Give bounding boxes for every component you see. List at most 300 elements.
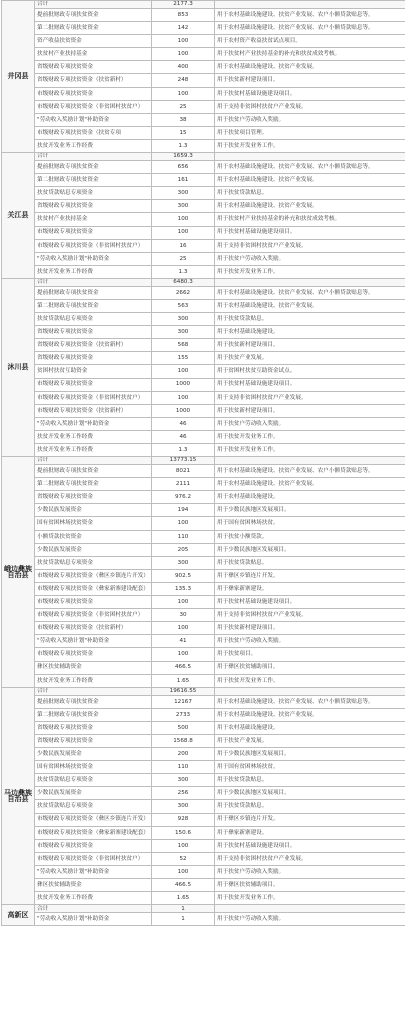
fund-name: 扶贫贷款贴息专项资金 [35,556,152,569]
fund-amount: 110 [152,530,215,543]
fund-amount: 150.6 [152,826,215,839]
fund-name: 市级财政专项扶贫资金（彝区乡镇连片开发） [35,813,152,826]
fund-name: 提前批财政专项扶贫资金 [35,465,152,478]
fund-amount: 300 [152,187,215,200]
fund-name: 市级财政专项扶贫资金（非贫困村扶贫户） [35,609,152,622]
fund-purpose: 用于农村基础设施建设。 [215,491,405,504]
table-row [2,265,405,278]
table-row [2,391,405,404]
fund-name: 彝区扶贫辅助资金 [35,879,152,892]
fund-purpose: 用于农村基础设施建设、扶贫产业发展。 [215,174,405,187]
fund-amount: 568 [152,339,215,352]
region-name: 峨边彝族自治县 [2,457,35,688]
region-name: 井冈县 [2,1,35,153]
fund-name: 扶贫开发业务工作经费 [35,674,152,687]
fund-name: 市级财政专项扶贫资金（非贫困村扶贫户） [35,391,152,404]
fund-name: 省级财政专项扶贫资金 [35,61,152,74]
fund-name: 市级财政专项扶贫资金（彝区乡镇连片开发） [35,569,152,582]
fund-amount: 100 [152,35,215,48]
fund-purpose: 用于农村资产收益扶贫试点项目。 [215,35,405,48]
fund-purpose: 用于扶贫小额贷款。 [215,530,405,543]
fund-name: "劳动收入奖励计划"补助资金 [35,913,152,926]
fund-amount: 300 [152,200,215,213]
fund-amount: 52 [152,852,215,865]
fund-purpose: 用于支持非贫困村扶贫户产业发展。 [215,609,405,622]
table-row [2,748,405,761]
fund-purpose: 用于扶贫村基础设施建设项目。 [215,839,405,852]
fund-name: 省级财政专项扶贫资金（扶贫新村） [35,74,152,87]
fund-amount: 853 [152,9,215,22]
table-row [2,365,405,378]
table-row [2,478,405,491]
fund-amount: 16 [152,239,215,252]
total-label: 合计 [35,905,152,913]
table-row [2,87,405,100]
table-row [2,504,405,517]
table-row [2,22,405,35]
table-row [2,674,405,687]
table-row [2,378,405,391]
fund-name: 扶贫贷款贴息专项资金 [35,774,152,787]
region-name: 高新区 [2,905,35,926]
fund-amount: 300 [152,556,215,569]
fund-amount: 100 [152,865,215,878]
fund-name: 省级财政专项扶贫资金 [35,326,152,339]
fund-purpose: 用于扶贫村产业扶持基金的补充和扶贫成效考核。 [215,48,405,61]
fund-purpose: 用于国有贫困林场扶贫。 [215,517,405,530]
fund-amount: 902.5 [152,569,215,582]
fund-purpose: 用于农村基础设施建设、扶贫产业发展、农户小额贷款贴息等。 [215,9,405,22]
fund-purpose: 用于扶贫贷款贴息。 [215,774,405,787]
fund-purpose: 用于农村基础设施建设、扶贫产业发展。 [215,708,405,721]
table-row [2,313,405,326]
fund-amount: 100 [152,391,215,404]
fund-amount: 466.5 [152,879,215,892]
fund-amount: 100 [152,517,215,530]
fund-name: "劳动收入奖励计划"补助资金 [35,252,152,265]
group-total-row [2,1,405,9]
fund-amount: 466.5 [152,661,215,674]
fund-purpose: 用于扶贫产业发展。 [215,734,405,747]
fund-name: 省级财政专项扶贫资金 [35,721,152,734]
fund-amount: 161 [152,174,215,187]
fund-amount: 563 [152,299,215,312]
fund-purpose: 用于支持非贫困村扶贫户产业发展。 [215,391,405,404]
total-description [215,687,405,695]
fund-name: "劳动收入奖励计划"补助资金 [35,113,152,126]
fund-purpose: 用于扶贫开发业务工作。 [215,139,405,152]
fund-amount: 1.3 [152,265,215,278]
fund-amount: 300 [152,800,215,813]
table-row [2,826,405,839]
fund-purpose: 用于农村基础设施建设、扶贫产业发展、农户小额贷款贴息等。 [215,22,405,35]
fund-purpose: 用于农村基础设施建设、扶贫产业发展。 [215,299,405,312]
total-description [215,905,405,913]
fund-amount: 1.3 [152,139,215,152]
fund-purpose: 用于扶贫贷款贴息。 [215,556,405,569]
fund-amount: 1000 [152,404,215,417]
table-row [2,174,405,187]
fund-purpose: 用于彝家新寨建设。 [215,826,405,839]
fund-name: 扶贫贷款贴息专项资金 [35,800,152,813]
fund-amount: 38 [152,113,215,126]
table-row [2,543,405,556]
fund-purpose: 用于扶贫户劳动收入奖励。 [215,417,405,430]
table-row [2,299,405,312]
total-description [215,153,405,161]
table-row [2,326,405,339]
fund-purpose: 用于少数民族地区发展项目。 [215,504,405,517]
table-row [2,491,405,504]
fund-amount: 100 [152,213,215,226]
fund-amount: 1568.8 [152,734,215,747]
table-row [2,708,405,721]
table-row [2,352,405,365]
fund-name: 提前批财政专项扶贫资金 [35,9,152,22]
table-row [2,200,405,213]
fund-amount: 155 [152,352,215,365]
table-row [2,35,405,48]
fund-purpose: 用于扶贫开发业务工作。 [215,892,405,905]
table-row [2,126,405,139]
fund-amount: 248 [152,74,215,87]
fund-purpose: 用于扶贫项目管理。 [215,126,405,139]
fund-amount: 15 [152,126,215,139]
fund-amount: 100 [152,48,215,61]
fund-name: 扶贫开发业务工作经费 [35,892,152,905]
fund-amount: 100 [152,87,215,100]
fund-name: 市级财政专项扶贫资金（扶贫新村） [35,404,152,417]
total-label: 合计 [35,687,152,695]
table-row [2,556,405,569]
fund-amount: 194 [152,504,215,517]
fund-name: 市级财政专项扶贫资金（扶贫专项 [35,126,152,139]
fund-purpose: 用于彝区乡镇连片开发。 [215,813,405,826]
fund-name: 资产收益扶贫资金 [35,35,152,48]
fund-purpose: 用于农村基础设施建设、扶贫产业发展。 [215,478,405,491]
fund-name: 第二批财政专项扶贫资金 [35,708,152,721]
fund-name: "劳动收入奖励计划"补助资金 [35,865,152,878]
fund-name: 市级财政专项扶贫资金 [35,648,152,661]
fund-amount: 100 [152,226,215,239]
fund-purpose: 用于农村基础设施建设、扶贫产业发展。 [215,200,405,213]
fund-name: 扶贫村产业扶持基金 [35,213,152,226]
table-row [2,879,405,892]
fund-name: 少数民族发展资金 [35,748,152,761]
total-amount: 19616.55 [152,687,215,695]
total-amount: 6480.3 [152,278,215,286]
fund-name: 市级财政专项扶贫资金 [35,226,152,239]
fund-name: 市级财政专项扶贫资金 [35,378,152,391]
fund-name: 省级财政专项扶贫资金 [35,734,152,747]
fund-name: 国有贫困林场扶贫资金 [35,517,152,530]
group-total-row [2,687,405,695]
table-row [2,444,405,457]
fund-name: 扶贫开发业务工作经费 [35,139,152,152]
fund-name: 少数民族发展资金 [35,504,152,517]
fund-name: 彝区扶贫辅助资金 [35,661,152,674]
total-description [215,457,405,465]
fund-purpose: 用于彝家新寨建设。 [215,582,405,595]
fund-purpose: 用于国有贫困林场扶贫。 [215,761,405,774]
table-row [2,465,405,478]
fund-name: 省级财政专项扶贫资金 [35,491,152,504]
table-row [2,161,405,174]
fund-name: 提前批财政专项扶贫资金 [35,161,152,174]
fund-amount: 25 [152,252,215,265]
fund-amount: 135.3 [152,582,215,595]
fund-name: 提前批财政专项扶贫资金 [35,286,152,299]
table-row [2,635,405,648]
fund-purpose: 用于扶贫项目。 [215,648,405,661]
table-row [2,787,405,800]
table-row [2,430,405,443]
fund-name: 扶贫村产业扶持基金 [35,48,152,61]
fund-amount: 928 [152,813,215,826]
fund-name: 市级财政专项扶贫资金（彝家新寨建设配套） [35,826,152,839]
table-row [2,839,405,852]
fund-amount: 8021 [152,465,215,478]
fund-name: 省级财政专项扶贫资金（扶贫新村） [35,339,152,352]
fund-amount: 400 [152,61,215,74]
fund-amount: 1.65 [152,674,215,687]
fund-name: 市级财政专项扶贫资金 [35,596,152,609]
table-row [2,609,405,622]
fund-name: "劳动收入奖励计划"补助资金 [35,417,152,430]
table-row [2,813,405,826]
fund-name: 第二批财政专项扶贫资金 [35,174,152,187]
table-row [2,139,405,152]
table-row [2,661,405,674]
fund-amount: 500 [152,721,215,734]
fund-purpose: 用于扶贫村基础设施建设项目。 [215,87,405,100]
table-row [2,865,405,878]
fund-purpose: 用于农村基础设施建设、扶贫产业发展、农户小额贷款贴息等。 [215,695,405,708]
fund-purpose: 用于彝区扶贫辅助项目。 [215,661,405,674]
fund-amount: 142 [152,22,215,35]
region-name: 马边彝族自治县 [2,687,35,905]
total-amount: 2177.3 [152,1,215,9]
fund-amount: 200 [152,748,215,761]
fund-purpose: 用于支持非贫困村扶贫户产业发展。 [215,852,405,865]
table-row [2,913,405,926]
fund-name: 扶贫贷款贴息专项资金 [35,187,152,200]
fund-purpose: 用于扶贫开发业务工作。 [215,674,405,687]
table-row [2,695,405,708]
table-row [2,286,405,299]
fund-purpose: 用于扶贫新村建设项目。 [215,339,405,352]
fund-name: 提前批财政专项扶贫资金 [35,695,152,708]
total-label: 合计 [35,1,152,9]
fund-amount: 100 [152,622,215,635]
total-amount: 1659.3 [152,153,215,161]
fund-name: 扶贫开发业务工作经费 [35,265,152,278]
table-row [2,517,405,530]
fund-purpose: 用于扶贫村基础设施建设项目。 [215,378,405,391]
fund-amount: 46 [152,430,215,443]
fund-name: 市级财政专项扶贫资金（非贫困村扶贫户） [35,100,152,113]
fund-amount: 41 [152,635,215,648]
total-amount: 13773.15 [152,457,215,465]
table-row [2,734,405,747]
fund-purpose: 用于支持非贫困村扶贫户产业发展。 [215,100,405,113]
fund-amount: 12167 [152,695,215,708]
fund-amount: 25 [152,100,215,113]
fund-name: 小额贷款扶贫资金 [35,530,152,543]
fund-purpose: 用于扶贫村基础设施建设项目。 [215,226,405,239]
fund-amount: 100 [152,648,215,661]
fund-name: 第二批财政专项扶贫资金 [35,22,152,35]
table-row [2,582,405,595]
fund-purpose: 用于扶贫户劳动收入奖励。 [215,113,405,126]
table-row [2,113,405,126]
fund-amount: 656 [152,161,215,174]
table-row [2,213,405,226]
fund-name: 第二批财政专项扶贫资金 [35,299,152,312]
table-row [2,530,405,543]
fund-purpose: 用于扶贫贷款贴息。 [215,187,405,200]
fund-purpose: 用于彝区乡镇连片开发。 [215,569,405,582]
fund-name: 省级财政专项扶贫资金 [35,200,152,213]
table-body [2,1,405,926]
fund-name: 市级财政专项扶贫资金 [35,839,152,852]
fund-purpose: 用于少数民族地区发展项目。 [215,543,405,556]
fund-purpose: 用于扶贫新村建设项目。 [215,622,405,635]
region-name: 沐川县 [2,278,35,456]
fund-purpose: 用于扶贫村基础设施建设项目。 [215,596,405,609]
table-row [2,239,405,252]
group-total-row [2,278,405,286]
total-label: 合计 [35,153,152,161]
table-row [2,48,405,61]
fund-amount: 2662 [152,286,215,299]
table-row [2,404,405,417]
table-row [2,648,405,661]
fund-amount: 100 [152,839,215,852]
fund-amount: 300 [152,326,215,339]
fund-purpose: 用于少数民族地区发展项目。 [215,787,405,800]
total-label: 合计 [35,278,152,286]
fund-amount: 1.65 [152,892,215,905]
fund-name: 省级财政专项扶贫资金 [35,352,152,365]
table-row [2,252,405,265]
table-row [2,622,405,635]
group-total-row [2,905,405,913]
fund-amount: 1.3 [152,444,215,457]
fund-amount: 300 [152,313,215,326]
table-row [2,761,405,774]
table-row [2,187,405,200]
fund-purpose: 用于扶贫贷款贴息。 [215,800,405,813]
fund-amount: 976.2 [152,491,215,504]
fund-name: 市级财政专项扶贫资金（非贫困村扶贫户） [35,852,152,865]
fund-amount: 256 [152,787,215,800]
fund-purpose: 用于农村基础设施建设。 [215,326,405,339]
total-description [215,278,405,286]
group-total-row [2,457,405,465]
fund-amount: 100 [152,365,215,378]
table-row [2,226,405,239]
total-amount: 1 [152,905,215,913]
fund-purpose: 用于彝区扶贫辅助项目。 [215,879,405,892]
fund-amount: 2733 [152,708,215,721]
fund-amount: 110 [152,761,215,774]
fund-amount: 205 [152,543,215,556]
table-row [2,569,405,582]
total-label: 合计 [35,457,152,465]
fund-purpose: 用于扶贫开发业务工作。 [215,430,405,443]
table-row [2,61,405,74]
fund-purpose: 用于扶贫新村建设项目。 [215,404,405,417]
region-name: 关江县 [2,153,35,279]
table-row [2,9,405,22]
fund-purpose: 用于农村基础设施建设、扶贫产业发展。 [215,61,405,74]
table-row [2,339,405,352]
fund-purpose: 用于扶贫户劳动收入奖励。 [215,252,405,265]
fund-name: 少数民族发展资金 [35,787,152,800]
fund-amount: 1 [152,913,215,926]
fund-purpose: 用于支持非贫困村扶贫户产业发展。 [215,239,405,252]
fund-purpose: 用于扶贫开发业务工作。 [215,265,405,278]
fund-name: 市级财政专项扶贫资金（扶贫新村） [35,622,152,635]
fund-purpose: 用于农村基础设施建设、扶贫产业发展、农户小额贷款贴息等。 [215,465,405,478]
fund-name: 市级财政专项扶贫资金 [35,87,152,100]
fund-purpose: 用于扶贫户劳动收入奖励。 [215,913,405,926]
fund-purpose: 用于扶贫开发业务工作。 [215,444,405,457]
fund-amount: 100 [152,596,215,609]
table-row [2,774,405,787]
fund-purpose: 用于扶贫新村建设项目。 [215,74,405,87]
fund-name: 市级财政专项扶贫资金（非贫困村扶贫户） [35,239,152,252]
fund-name: 市级财政专项扶贫资金（彝家新寨建设配套） [35,582,152,595]
allocation-table [1,0,405,926]
fund-purpose: 用于扶贫村产业扶持基金的补充和扶贫成效考核。 [215,213,405,226]
table-row [2,74,405,87]
table-row [2,100,405,113]
total-description [215,1,405,9]
fund-name: 贫困村扶贫互助资金 [35,365,152,378]
table-row [2,417,405,430]
fund-purpose: 用于农村基础设施建设。 [215,721,405,734]
fund-purpose: 用于少数民族地区发展项目。 [215,748,405,761]
fund-amount: 30 [152,609,215,622]
fund-name: 第二批财政专项扶贫资金 [35,478,152,491]
table-row [2,892,405,905]
fund-name: 扶贫开发业务工作经费 [35,444,152,457]
fund-amount: 2111 [152,478,215,491]
fund-purpose: 用于农村基础设施建设、扶贫产业发展、农户小额贷款贴息等。 [215,161,405,174]
fund-name: "劳动收入奖励计划"补助资金 [35,635,152,648]
table-row [2,800,405,813]
fund-name: 国有贫困林场扶贫资金 [35,761,152,774]
fund-purpose: 用于农村基础设施建设、扶贫产业发展、农户小额贷款贴息等。 [215,286,405,299]
fund-purpose: 用于扶贫户劳动收入奖励。 [215,635,405,648]
fund-name: 扶贫开发业务工作经费 [35,430,152,443]
fund-amount: 46 [152,417,215,430]
fund-purpose: 用于扶贫贷款贴息。 [215,313,405,326]
group-total-row [2,153,405,161]
table-row [2,721,405,734]
fund-name: 扶贫贷款贴息专项资金 [35,313,152,326]
table-row [2,596,405,609]
fund-purpose: 用于贫困村扶贫互助资金试点。 [215,365,405,378]
fund-amount: 300 [152,774,215,787]
fund-amount: 1000 [152,378,215,391]
fund-purpose: 用于扶贫户劳动收入奖励。 [215,865,405,878]
fund-name: 少数民族发展资金 [35,543,152,556]
table-row [2,852,405,865]
fund-purpose: 用于扶贫产业发展。 [215,352,405,365]
